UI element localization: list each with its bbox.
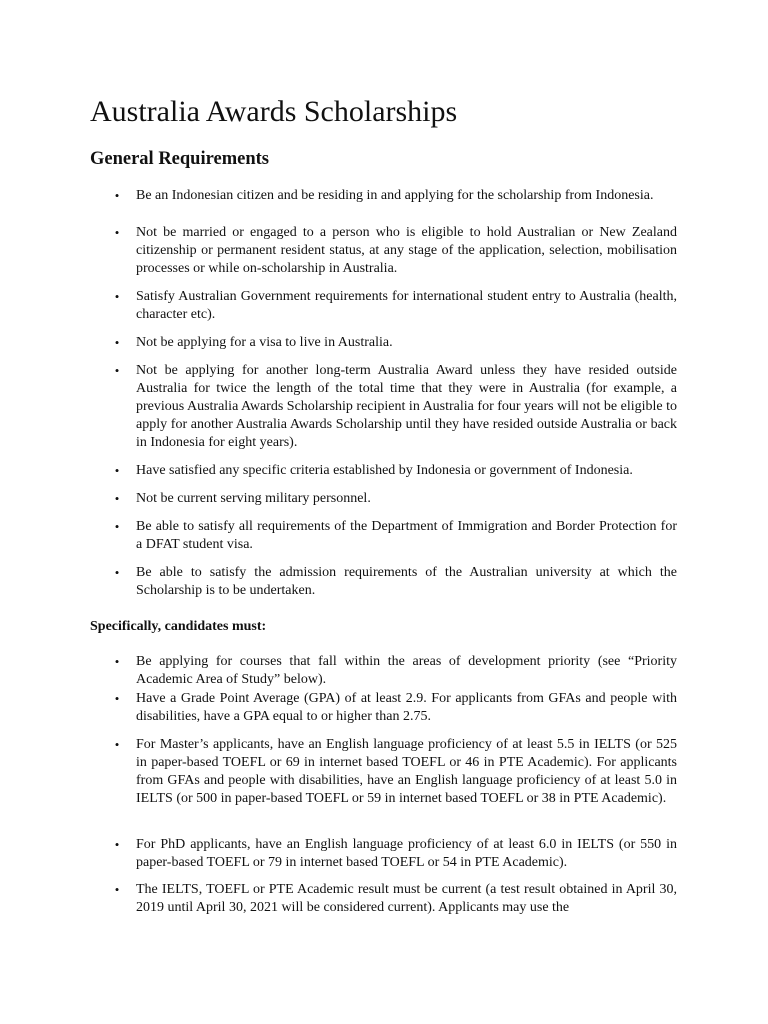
requirement-text: Not be married or engaged to a person who is eligible to hold Australian or New Zealand citizenship or permanent resident status, at any stage of the application, selection, mobilisation processes or while on-scholarship in Australia. <box>136 225 677 276</box>
requirement-text: Satisfy Australian Government requirements for international student entry to Australia (health, character etc). <box>136 289 677 322</box>
requirement-text: Be an Indonesian citizen and be residing in and applying for the scholarship from Indonesia. <box>136 188 654 203</box>
bullet-icon: • <box>114 491 120 506</box>
bullet-icon: • <box>114 225 120 240</box>
requirement-text: Be applying for courses that fall within the areas of development priority (see “Priority Academic Area of Study” below). <box>136 654 677 687</box>
requirement-text: Not be applying for another long-term Australia Award unless they have resided outside Australia for twice the length of the total time that they were in Australia (for example, a previous Australia Awards Scholarship recipient in Australia for four years will not be eligible to apply for another Australia Awards Scholarship until they have resided outside Australia or back in Indonesia for eight years). <box>136 363 677 450</box>
bullet-icon: • <box>114 519 120 534</box>
requirement-text: Be able to satisfy the admission requirements of the Australian university at which the Scholarship is to be undertaken. <box>136 565 677 598</box>
bullet-icon: • <box>114 363 120 378</box>
requirement-text: Have satisfied any specific criteria established by Indonesia or government of Indonesia. <box>136 463 633 478</box>
requirement-text: For PhD applicants, have an English language proficiency of at least 6.0 in IELTS (or 550 in paper-based TOEFL or 79 in internet based TOEFL or 54 in PTE Academic). <box>136 837 677 870</box>
bullet-icon: • <box>114 882 120 897</box>
bullet-icon: • <box>114 565 120 580</box>
requirement-text: Not be applying for a visa to live in Australia. <box>136 335 393 350</box>
general-requirements-heading: General Requirements <box>90 149 269 169</box>
requirement-text: Be able to satisfy all requirements of the Department of Immigration and Border Protection for a DFAT student visa. <box>136 519 677 552</box>
bullet-icon: • <box>114 691 120 706</box>
bullet-icon: • <box>114 289 120 304</box>
requirement-text: The IELTS, TOEFL or PTE Academic result must be current (a test result obtained in April 30, 2019 until April 30, 2021 will be considered current). Applicants may use the <box>136 882 677 915</box>
bullet-icon: • <box>114 837 120 852</box>
specific-requirements-heading: Specifically, candidates must: <box>90 619 267 634</box>
requirement-text: Have a Grade Point Average (GPA) of at least 2.9. For applicants from GFAs and people with disabilities, have a GPA equal to or higher than 2.75. <box>136 691 677 724</box>
document-title: Australia Awards Scholarships <box>90 95 458 128</box>
bullet-icon: • <box>114 654 120 669</box>
bullet-icon: • <box>114 188 120 203</box>
requirement-text: Not be current serving military personnel. <box>136 491 371 506</box>
requirement-text: For Master’s applicants, have an English language proficiency of at least 5.5 in IELTS (or 525 in paper-based TOEFL or 69 in internet based TOEFL or 46 in PTE Academic). For applicants from GFAs and people with disabilities, have an English language proficiency of at least 5.0 in IELTS (or 500 in paper-based TOEFL or 59 in internet based TOEFL or 38 in PTE Academic). <box>136 737 677 806</box>
bullet-icon: • <box>114 335 120 350</box>
bullet-icon: • <box>114 463 120 478</box>
bullet-icon: • <box>114 737 120 752</box>
